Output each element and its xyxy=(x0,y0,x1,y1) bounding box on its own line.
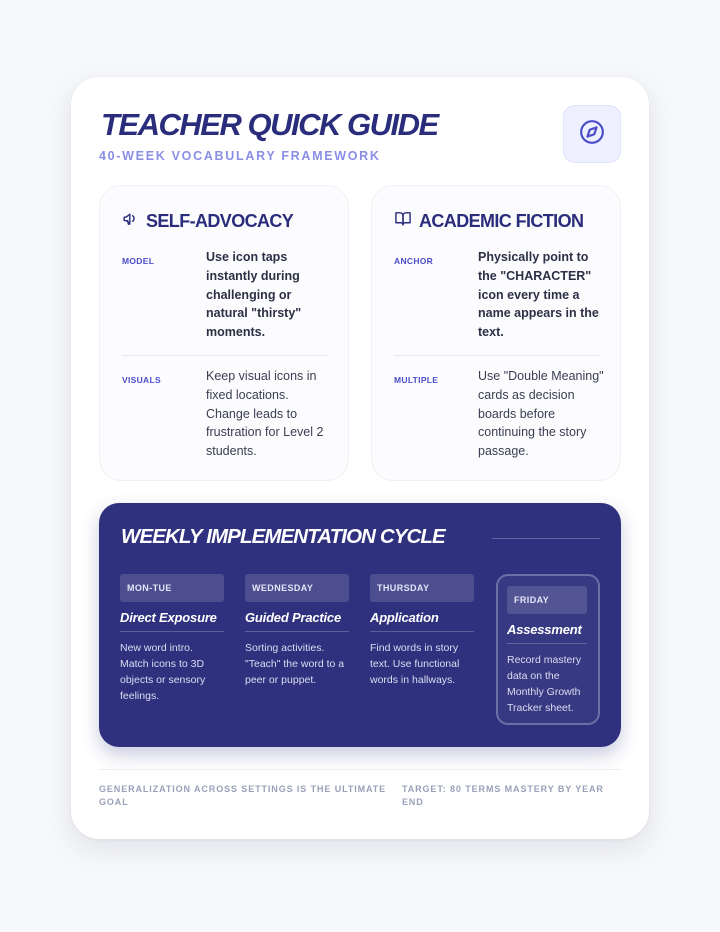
weekly-cycle-section xyxy=(99,503,621,747)
cycle-title: WEEKLY IMPLEMENTATION CYCLE xyxy=(121,525,445,548)
row-divider xyxy=(394,355,600,356)
footer-right-note: TARGET: 80 TERMS MASTERY BY YEAR END xyxy=(402,784,604,807)
row-text: Use icon taps instantly during challenging or natural "thirsty" moments. xyxy=(206,250,302,340)
open-book-icon xyxy=(394,210,412,232)
compass-icon xyxy=(579,119,605,150)
row-tag: ANCHOR xyxy=(394,256,434,266)
row-text: Keep visual icons in fixed locations. Change leads to frustration for Level 2 students. xyxy=(206,369,324,459)
day-description: Find words in story text. Use functional words in hallways. xyxy=(370,642,460,686)
row-text: Use "Double Meaning" cards as decision boards before continuing the story passage. xyxy=(478,369,604,459)
title-rule xyxy=(492,538,600,539)
self-advocacy-panel xyxy=(99,185,349,481)
footer-left-note: GENERALIZATION ACROSS SETTINGS IS THE ULTIMATE GOAL xyxy=(99,784,387,807)
panel-title: SELF-ADVOCACY xyxy=(146,210,294,231)
panel-header xyxy=(394,210,583,232)
compass-button[interactable] xyxy=(563,105,621,163)
day-tag: FRIDAY xyxy=(507,586,587,614)
footer-divider xyxy=(99,769,621,770)
page-subtitle: 40-WEEK VOCABULARY FRAMEWORK xyxy=(99,149,381,163)
day-name: Application xyxy=(370,610,474,632)
day-name: Direct Exposure xyxy=(120,610,224,632)
panel-title: ACADEMIC FICTION xyxy=(419,210,584,231)
megaphone-icon xyxy=(122,210,139,232)
row-tag: MULTIPLE xyxy=(394,375,439,385)
day-description: Sorting activities. "Teach" the word to a peer or puppet. xyxy=(245,642,345,686)
page-title: TEACHER QUICK GUIDE xyxy=(101,107,438,142)
day-name: Guided Practice xyxy=(245,610,349,632)
academic-fiction-panel xyxy=(371,185,621,481)
day-tag: MON-TUE xyxy=(120,574,224,602)
day-description: Record mastery data on the Monthly Growth Tracker sheet. xyxy=(507,654,582,714)
day-name: Assessment xyxy=(507,622,587,644)
day-column-mon-tue xyxy=(120,574,224,704)
row-divider xyxy=(122,355,328,356)
day-description: New word intro. Match icons to 3D objects or sensory feelings. xyxy=(120,642,206,702)
row-text: Physically point to the "CHARACTER" icon every time a name appears in the text. xyxy=(478,250,599,340)
row-tag: MODEL xyxy=(122,256,155,266)
day-tag: WEDNESDAY xyxy=(245,574,349,602)
quick-guide-card xyxy=(71,77,649,839)
day-column-friday xyxy=(496,574,600,725)
panel-header xyxy=(122,210,293,232)
day-column-thursday xyxy=(370,574,474,688)
friday-content xyxy=(507,586,587,716)
day-column-wednesday xyxy=(245,574,349,688)
day-tag: THURSDAY xyxy=(370,574,474,602)
row-tag: VISUALS xyxy=(122,375,161,385)
